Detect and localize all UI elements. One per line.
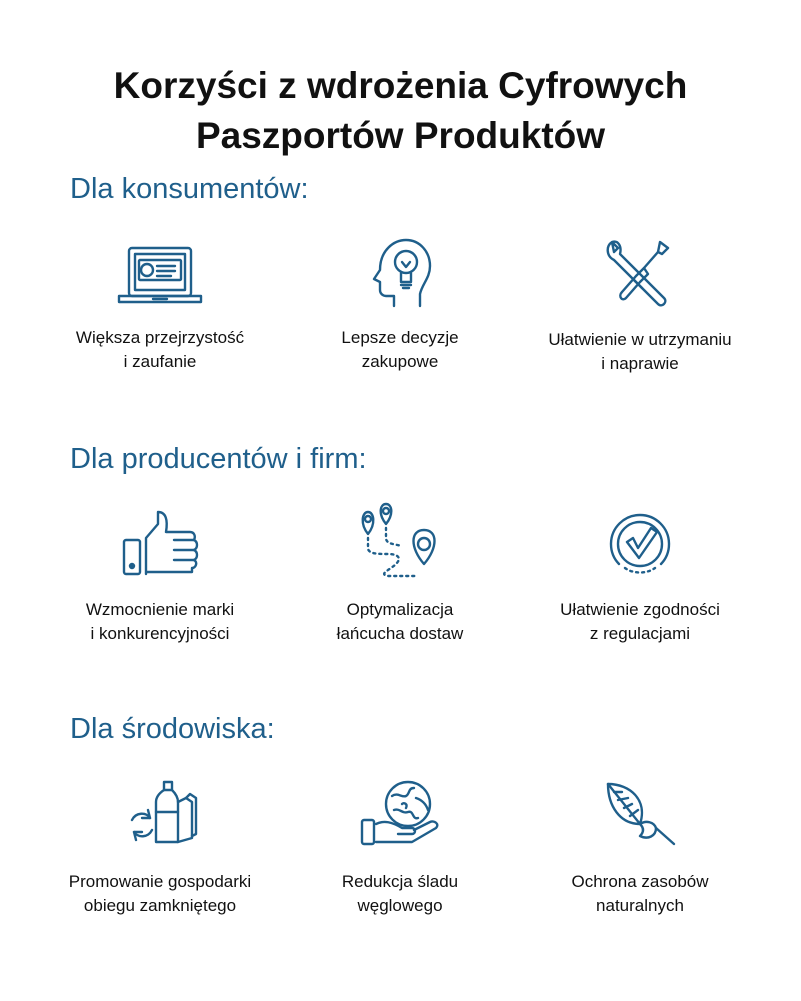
benefit-caption-line-2: naturalnych bbox=[596, 896, 684, 915]
benefit-item bbox=[280, 504, 520, 643]
benefit-caption bbox=[40, 326, 280, 374]
benefit-item bbox=[40, 510, 280, 643]
laptop-icon bbox=[115, 240, 205, 310]
benefit-caption-line-2: i konkurencyjności bbox=[90, 624, 230, 643]
benefit-item bbox=[280, 236, 520, 371]
benefit-caption-line-2: zakupowe bbox=[361, 352, 439, 371]
benefit-item bbox=[40, 780, 280, 915]
benefit-caption bbox=[520, 870, 760, 918]
benefit-caption-line-1: Ułatwienie zgodności bbox=[560, 600, 720, 619]
benefit-caption-line-2: i zaufanie bbox=[123, 352, 197, 371]
wrench-screwdriver-icon bbox=[600, 236, 680, 312]
page-title bbox=[0, 61, 801, 161]
globe-in-hand-icon bbox=[358, 780, 442, 848]
benefit-item bbox=[520, 510, 760, 643]
benefit-caption bbox=[280, 598, 520, 646]
benefit-caption bbox=[40, 870, 280, 918]
benefit-item bbox=[520, 780, 760, 915]
benefit-item bbox=[40, 240, 280, 371]
benefit-caption-line-2: łańcucha dostaw bbox=[336, 624, 464, 643]
section-heading-producers: Dla producentów i firm: bbox=[70, 443, 367, 475]
leaf-icon bbox=[600, 780, 680, 848]
thumbs-up-icon bbox=[120, 510, 200, 578]
checkmark-circle-icon bbox=[605, 510, 675, 580]
benefit-caption bbox=[280, 870, 520, 918]
benefit-caption bbox=[40, 598, 280, 646]
section-heading-environment: Dla środowiska: bbox=[70, 713, 275, 745]
benefit-item bbox=[280, 780, 520, 915]
benefit-caption-line-1: Promowanie gospodarki bbox=[68, 872, 252, 891]
benefit-caption-line-1: Lepsze decyzje bbox=[341, 328, 459, 347]
benefit-caption-line-2: i naprawie bbox=[601, 354, 679, 373]
benefit-caption-line-1: Ułatwienie w utrzymaniu bbox=[548, 330, 732, 349]
benefit-caption-line-1: Ochrona zasobów bbox=[571, 872, 709, 891]
benefit-caption-line-1: Redukcja śladu bbox=[341, 872, 459, 891]
benefit-caption-line-1: Optymalizacja bbox=[346, 600, 454, 619]
benefit-caption bbox=[280, 326, 520, 374]
lightbulb-head-icon bbox=[360, 236, 440, 310]
benefit-item bbox=[520, 236, 760, 373]
benefit-caption-line-1: Wzmocnienie marki bbox=[85, 600, 235, 619]
benefit-caption bbox=[520, 328, 760, 376]
recycling-bottle-icon bbox=[120, 780, 200, 848]
benefit-caption-line-2: węglowego bbox=[357, 896, 443, 915]
section-heading-consumers: Dla konsumentów: bbox=[70, 173, 309, 205]
page-title-line-1: Korzyści z wdrożenia Cyfrowych bbox=[113, 64, 688, 106]
map-route-icon bbox=[358, 504, 442, 580]
page-title-line-2: Paszportów Produktów bbox=[195, 114, 606, 156]
benefit-caption bbox=[520, 598, 760, 646]
benefit-caption-line-1: Większa przejrzystość bbox=[75, 328, 245, 347]
benefit-caption-line-2: obiegu zamkniętego bbox=[83, 896, 237, 915]
benefit-caption-line-2: z regulacjami bbox=[589, 624, 691, 643]
